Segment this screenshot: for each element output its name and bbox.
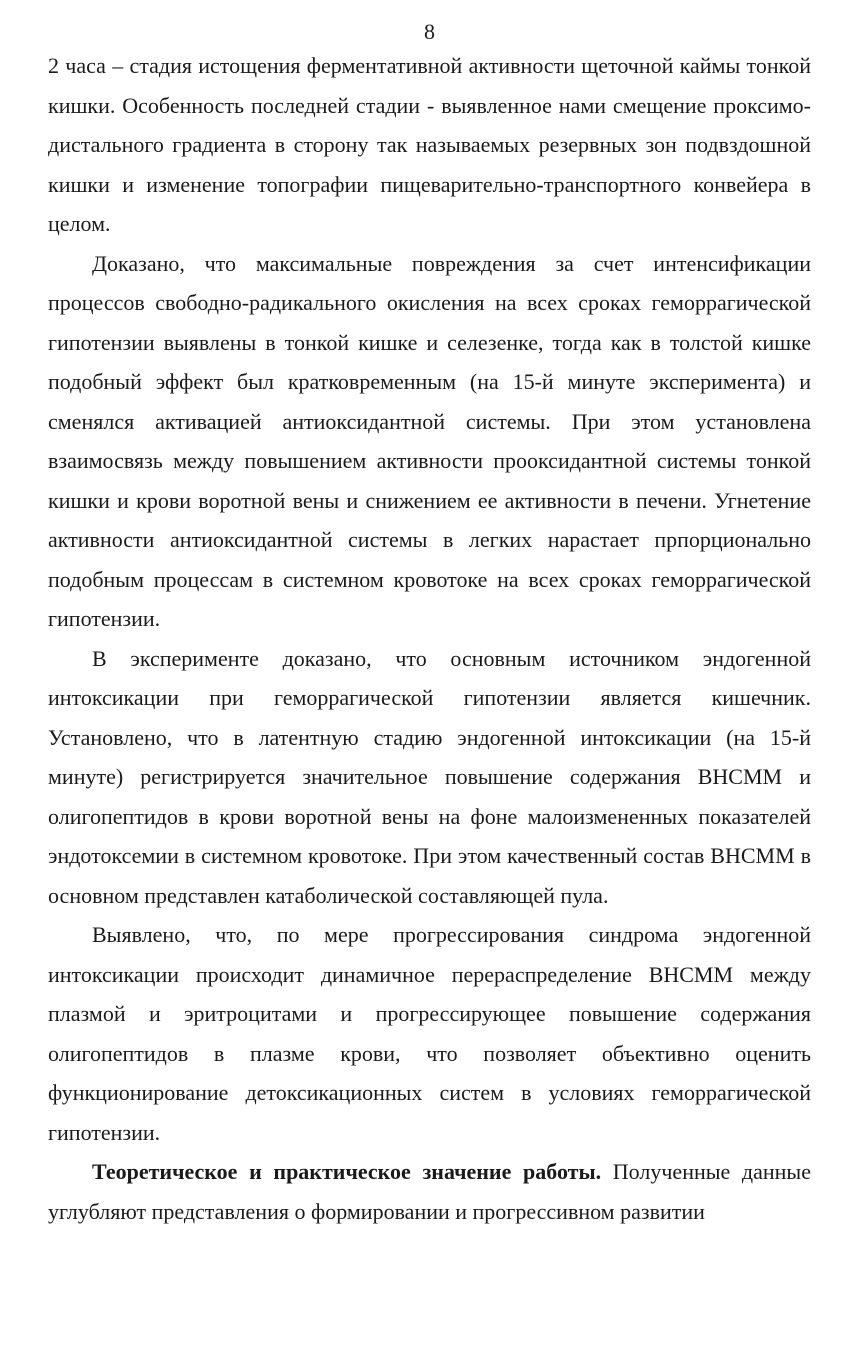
paragraph-continuation: 2 часа – стадия истощения ферментативной активности щеточной каймы тонкой кишки. Особенность последней стадии - выявленное нами смещение проксимо-дистального градиента в сторону так называемых резервных зон подвздошной кишки и изменение топографии пищеварительно-транспортного конвейера в целом. (48, 53, 811, 236)
body-text (48, 46, 811, 1231)
paragraph-significance (48, 1152, 811, 1231)
section-heading: Теоретическое и практическое значение работы. (92, 1159, 602, 1184)
paragraph-free-radical-oxidation: Доказано, что максимальные повреждения за счет интенсификации процессов свободно-радикального окисления на всех сроках геморрагической гипотензии выявлены в тонкой кишке и селезенке, тогда как в толстой кишке подобный эффект был кратковременным (на 15-й минуте эксперимента) и сменялся активацией антиоксидантной системы. При этом установлена взаимосвязь между повышением активности прооксидантной системы тонкой кишки и крови воротной вены и снижением ее активности в печени. Угнетение активности антиоксидантной системы в легких нарастает прпорционально подобным процессам в системном кровотоке на всех сроках геморрагической гипотензии. (48, 250, 811, 631)
paragraph-intoxication-source: В эксперименте доказано, что основным источником эндогенной интоксикации при геморрагической гипотензии является кишечник. Установлено, что в латентную стадию эндогенной интоксикации (на 15-й минуте) регистрируется значительное повышение содержания ВНСММ и олигопептидов в крови воротной вены на фоне малоизмененных показателей эндотоксемии в системном кровотоке. При этом качественный состав ВНСММ в основном представлен катаболической составляющей пула. (48, 645, 811, 908)
page-number: 8 (424, 19, 435, 44)
paragraph-redistribution: Выявлено, что, по мере прогрессирования синдрома эндогенной интоксикации происходит динамичное перераспределение ВНСММ между плазмой и эритроцитами и прогрессирующее повышение содержания олигопептидов в плазме крови, что позволяет объективно оценить функционирование детоксикационных систем в условиях геморрагической гипотензии. (48, 922, 811, 1145)
section-heading-continuation: Полученные данные углубляют представления о формировании и прогрессивном развитии (48, 1159, 811, 1224)
